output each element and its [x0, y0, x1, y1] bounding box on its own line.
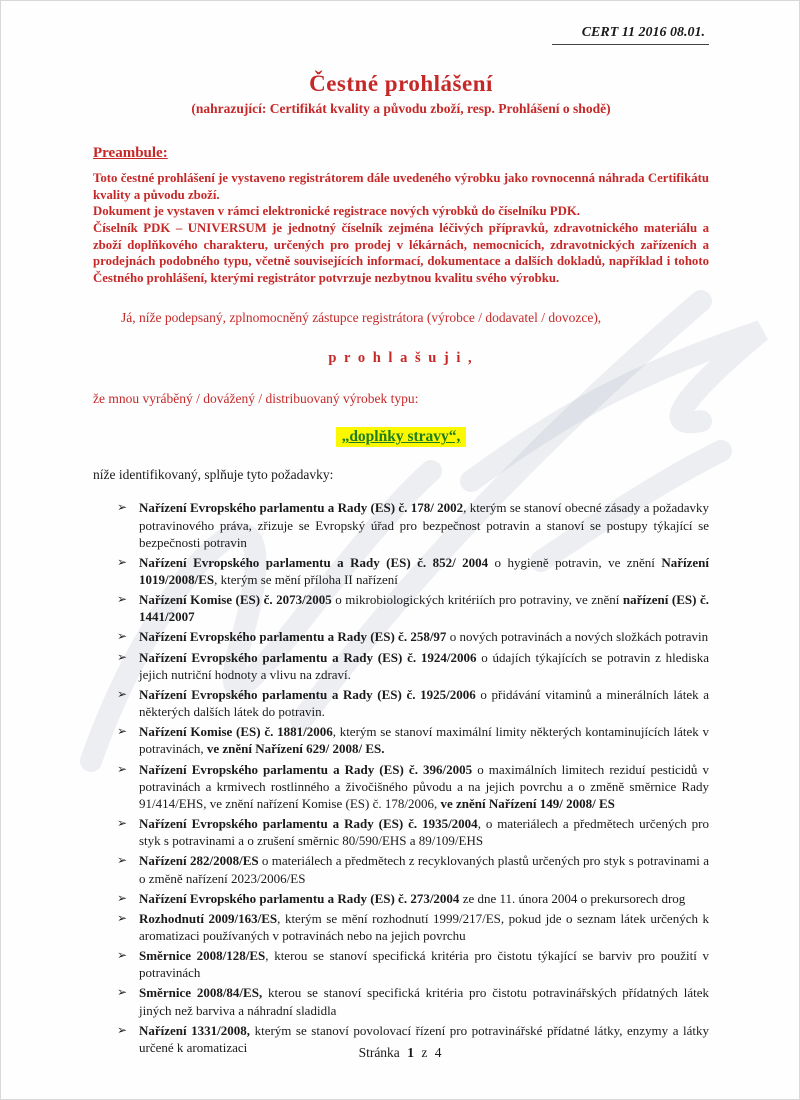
- arrow-bullet-icon: ➢: [117, 985, 128, 1000]
- requirement-text: Nařízení Komise (ES) č. 2073/2005 o mikrobiologických kritériích pro potraviny, ve znění nařízení (ES) č. 1441/2007: [139, 592, 709, 625]
- arrow-bullet-icon: ➢: [117, 554, 128, 569]
- arrow-bullet-icon: ➢: [117, 592, 128, 607]
- requirement-item: [117, 686, 709, 720]
- footer-total-pages: 4: [434, 1045, 442, 1060]
- requirement-text: Nařízení Evropského parlamentu a Rady (ES) č. 1924/2006 o údajích týkajících se potravin z hlediska jejich nutriční hodnoty a vlivu na zdraví.: [139, 649, 710, 682]
- arrow-bullet-icon: ➢: [117, 500, 128, 515]
- arrow-bullet-icon: ➢: [117, 890, 128, 905]
- requirement-item: [117, 628, 709, 645]
- arrow-bullet-icon: ➢: [117, 686, 128, 701]
- requirements-list: [93, 499, 709, 1056]
- requirement-text: Nařízení Evropského parlamentu a Rady (ES) č. 1925/2006 o přidávání vitaminů a minerálních látek a některých dalších látek do potravin.: [139, 686, 710, 720]
- document-content: [1, 1, 799, 1056]
- arrow-bullet-icon: ➢: [117, 816, 128, 831]
- requirement-item: [117, 910, 709, 944]
- page-footer: [1, 1045, 799, 1061]
- product-type-wrap: [93, 427, 709, 447]
- requirement-text: Nařízení Evropského parlamentu a Rady (ES) č. 178/ 2002, kterým se stanoví obecné zásady a požadavky potravinového práva, zřizuje se Evropský úřad pro bezpečnost potravin a stanoví se postupy týkající se bezpečnosti potravin: [139, 500, 709, 550]
- requirement-text: Nařízení 1331/2008, kterým se stanoví povolovací řízení pro potravinářské přídatné látky, enzymy a látky určené k aromatizaci: [139, 1022, 709, 1055]
- requirement-item: [117, 761, 709, 812]
- requirement-item: [117, 499, 709, 550]
- requirement-item: [117, 554, 709, 588]
- arrow-bullet-icon: ➢: [117, 629, 128, 644]
- page-subtitle: (nahrazující: Certifikát kvality a původu zboží, resp. Prohlášení o shodě): [191, 101, 611, 116]
- footer-label: Stránka: [358, 1045, 400, 1060]
- requirement-text: Nařízení Evropského parlamentu a Rady (ES) č. 1935/2004, o materiálech a předmětech určených pro styk s potravinami a o zrušení směrnic 80/590/EHS a 89/109/EHS: [139, 816, 710, 849]
- requirement-text: Nařízení Evropského parlamentu a Rady (ES) č. 852/ 2004 o hygieně potravin, ve znění Nařízení 1019/2008/ES, kterým se mění příloha II nařízení: [139, 554, 709, 587]
- requirement-text: Nařízení Evropského parlamentu a Rady (ES) č. 396/2005 o maximálních limitech reziduí pesticidů v potravinách a krmivech rostlinného a živočišného původu a na jejich povrchu a o změně směrnice Rady 91/414/EHS, ve znění nařízení Komise (ES) č. 178/2006, ve znění Nařízení 149/ 2008/ ES: [139, 761, 709, 811]
- requirement-item: [117, 984, 709, 1018]
- arrow-bullet-icon: ➢: [117, 910, 128, 925]
- requirement-item: [117, 815, 709, 849]
- arrow-bullet-icon: ➢: [117, 761, 128, 776]
- document-header: [93, 23, 709, 45]
- arrow-bullet-icon: ➢: [117, 1022, 128, 1037]
- preambule-paragraph: Toto čestné prohlášení je vystaveno registrátorem dále uvedeného výrobku jako rovnocenná náhrada Certifikátu kvality a původu zboží.: [93, 171, 709, 202]
- requirement-item: [117, 890, 709, 907]
- preambule-heading: Preambule:: [93, 145, 168, 161]
- requirement-item: [117, 591, 709, 625]
- page-title: Čestné prohlášení: [309, 71, 493, 96]
- preambule-paragraph: Číselník PDK – UNIVERSUM je jednotný číselník zejména léčivých přípravků, zdravotnického materiálu a zboží doplňkového charakteru, určených pro prodej v lékárnách, nemocnicích, zdravotnických zařízeních a prodejnách podobného typu, včetně souvisejících informací, dokumentace a dalších dokladů, například i tohoto Čestného prohlášení, kterými registrátor potvrzuje nezbytnou kvalitu svého výrobku.: [93, 220, 709, 285]
- arrow-bullet-icon: ➢: [117, 724, 128, 739]
- requirement-item: [117, 723, 709, 757]
- preambule-paragraph: Dokument je vystaven v rámci elektronické registrace nových výrobků do číselníku PDK.: [93, 204, 580, 219]
- requirement-text: Nařízení Evropského parlamentu a Rady (ES) č. 273/2004 ze dne 11. února 2004 o prekursorech drog: [139, 890, 686, 906]
- document-reference: CERT 11 2016 08.01.: [552, 25, 709, 45]
- requirement-text: Směrnice 2008/128/ES, kterou se stanoví specifická kritéria pro čistotu týkající se barviv pro použití v potravinách: [139, 948, 709, 981]
- requirements-intro: níže identifikovaný, splňuje tyto požadavky:: [93, 467, 334, 483]
- requirement-text: Rozhodnutí 2009/163/ES, kterým se mění rozhodnutí 1999/217/ES, pokud jde o seznam látek určených k aromatizaci používaných v potravinách nebo na jejich povrchu: [139, 910, 709, 943]
- requirement-text: Směrnice 2008/84/ES, kterou se stanoví specifická kritéria pro čistotu potravinářských přídatných látek jiných než barviva a náhradní sladidla: [139, 985, 710, 1018]
- declaration-word: p r o h l a š u j i ,: [328, 350, 474, 367]
- requirement-item: [117, 649, 709, 683]
- requirement-text: Nařízení Evropského parlamentu a Rady (ES) č. 258/97 o nových potravinách a nových složkách potravin: [139, 629, 709, 645]
- product-type-highlight: „doplňky stravy“,: [336, 427, 467, 447]
- requirement-item: [117, 852, 709, 886]
- arrow-bullet-icon: ➢: [117, 948, 128, 963]
- requirement-text: Nařízení Komise (ES) č. 1881/2006, kterým se stanoví maximální limity některých kontaminujících látek v potravinách, ve znění Nařízení 629/ 2008/ ES.: [139, 724, 709, 757]
- footer-page-number: 1: [407, 1045, 414, 1060]
- declaration-product-line: že mnou vyráběný / dovážený / distribuovaný výrobek typu:: [93, 391, 419, 407]
- requirement-item: [117, 947, 709, 981]
- footer-separator: z: [421, 1045, 428, 1060]
- arrow-bullet-icon: ➢: [117, 853, 128, 868]
- requirement-text: Nařízení 282/2008/ES o materiálech a předmětech z recyklovaných plastů určených pro styk s potravinami a o změně nařízení 2023/2006/ES: [139, 853, 709, 886]
- declaration-intro: Já, níže podepsaný, zplnomocněný zástupce registrátora (výrobce / dodavatel / dovozce),: [121, 310, 602, 326]
- arrow-bullet-icon: ➢: [117, 649, 128, 664]
